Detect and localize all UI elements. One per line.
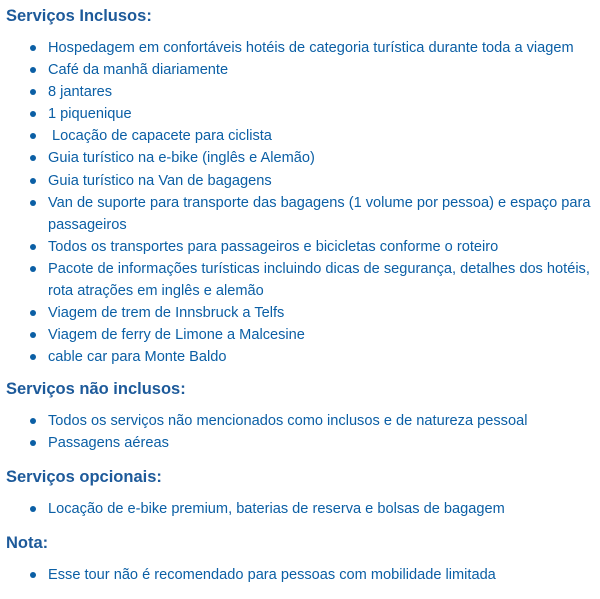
section-heading: Serviços Inclusos: (6, 7, 152, 25)
section-note (0, 532, 600, 586)
list-item: Van de suporte para transporte das bagagens (1 volume por pessoa) e espaço para passageiros (0, 192, 600, 236)
not-included-list (0, 410, 600, 454)
list-item: Guia turístico na Van de bagagens (0, 170, 600, 192)
list-item: 1 piquenique (0, 103, 600, 125)
section-optional (0, 466, 600, 520)
section-included (0, 5, 600, 368)
list-item: 8 jantares (0, 81, 600, 103)
list-item: cable car para Monte Baldo (0, 346, 600, 368)
list-item: Passagens aéreas (0, 432, 600, 454)
section-not-included (0, 378, 600, 454)
list-item: Pacote de informações turísticas incluindo dicas de segurança, detalhes dos hotéis, rota atrações em inglês e alemão (0, 258, 600, 302)
list-item: Café da manhã diariamente (0, 59, 600, 81)
section-heading: Nota: (6, 534, 49, 552)
list-item: Viagem de ferry de Limone a Malcesine (0, 324, 600, 346)
list-item: Locação de e-bike premium, baterias de reserva e bolsas de bagagem (0, 498, 600, 520)
included-list (0, 37, 600, 368)
note-list (0, 564, 600, 586)
list-item: Viagem de trem de Innsbruck a Telfs (0, 302, 600, 324)
section-heading: Serviços não inclusos: (6, 380, 186, 398)
list-item: Hospedagem em confortáveis hotéis de categoria turística durante toda a viagem (0, 37, 600, 59)
list-item: Locação de capacete para ciclista (0, 125, 600, 147)
list-item: Todos os transportes para passageiros e bicicletas conforme o roteiro (0, 236, 600, 258)
optional-list (0, 498, 600, 520)
section-heading: Serviços opcionais: (6, 468, 162, 486)
list-item: Guia turístico na e-bike (inglês e Alemão) (0, 147, 600, 169)
list-item: Esse tour não é recomendado para pessoas com mobilidade limitada (0, 564, 600, 586)
list-item: Todos os serviços não mencionados como inclusos e de natureza pessoal (0, 410, 600, 432)
